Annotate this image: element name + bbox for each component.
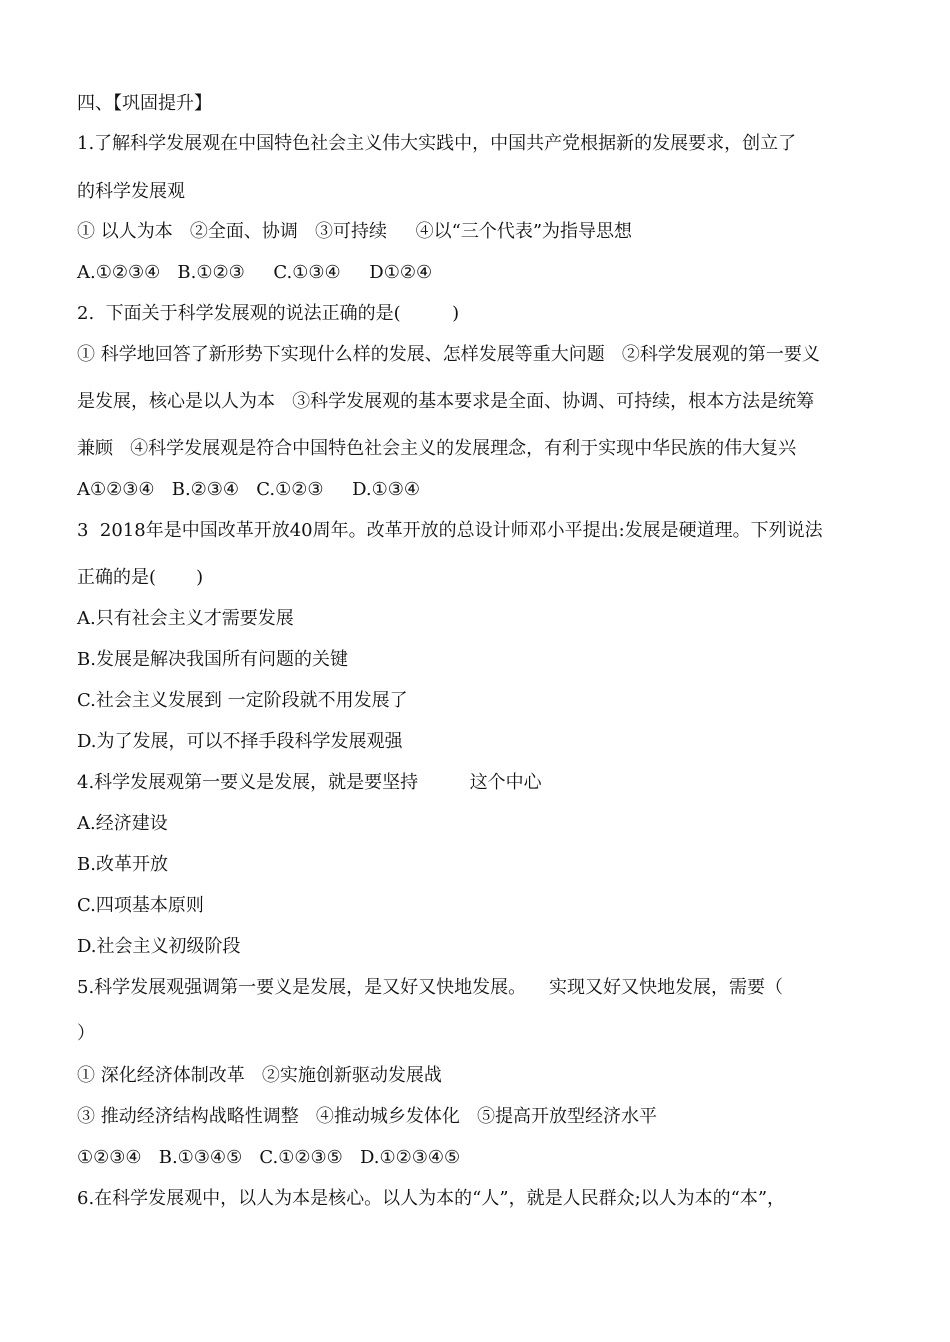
question-3-option-c: C.社会主义发展到 一定阶段就不用发展了 [77,690,408,711]
question-3-option-d: D.为了发展，可以不择手段科学发展观强 [77,731,403,752]
question-4-option-c: C.四项基本原则 [77,895,204,916]
question-3-text-cont: 正确的是( ) [77,567,204,588]
question-4-text: 4.科学发展观第一要义是发展，就是要坚持 这个中心 [77,772,542,793]
question-4-option-a: A.经济建设 [77,813,168,834]
section-heading: 四、【巩固提升】 [77,93,212,114]
question-5-items-cont: ③ 推动经济结构战略性调整 ④推动城乡发体化 ⑤提高开放型经济水平 [77,1106,658,1127]
question-1-text-cont: 的科学发展观 [77,181,185,202]
question-2-items: ① 科学地回答了新形势下实现什么样的发展、怎样发展等重大问题 ②科学发展观的第一要义 [77,344,820,365]
question-5-items: ① 深化经济体制改革 ②实施创新驱动发展战 [77,1065,442,1086]
question-2-items-cont: 是发展，核心是以人为本 ③科学发展观的基本要求是全面、协调、可持续，根本方法是统筹 [77,391,815,412]
question-2-items-cont: 兼顾 ④科学发展观是符合中国特色社会主义的发展理念，有利于实现中华民族的伟大复兴 [77,438,797,459]
question-2-text: 2. 下面关于科学发展观的说法正确的是( ) [77,303,460,324]
question-1-text: 1.了解科学发展观在中国特色社会主义伟大实践中，中国共产党根据新的发展要求，创立了 [77,133,797,154]
question-3-option-a: A.只有社会主义才需要发展 [77,608,294,629]
question-6-text: 6.在科学发展观中，以人为本是核心。以人为本的“人”，就是人民群众;以人为本的“本”， [77,1188,786,1209]
question-5-text: 5.科学发展观强调第一要义是发展，是又好又快地发展。 实现又好又快地发展，需要（ [77,977,784,998]
question-4-option-d: D.社会主义初级阶段 [77,936,241,957]
question-2-options: A①②③④ B.②③④ C.①②③ D.①③④ [77,479,421,500]
question-5-text-cont: ） [77,1023,95,1044]
question-5-options: ①②③④ B.①③④⑤ C.①②③⑤ D.①②③④⑤ [77,1147,461,1168]
question-4-option-b: B.改革开放 [77,854,168,875]
question-3-option-b: B.发展是解决我国所有问题的关键 [77,649,348,670]
question-1-items: ① 以人为本 ②全面、协调 ③可持续 ④以“三个代表”为指导思想 [77,221,633,242]
question-1-options: A.①②③④ B.①②③ C.①③④ D①②④ [77,262,433,283]
question-3-text: 3 2018年是中国改革开放40周年。改革开放的总设计师邓小平提出:发展是硬道理。下列说法 [77,520,823,541]
